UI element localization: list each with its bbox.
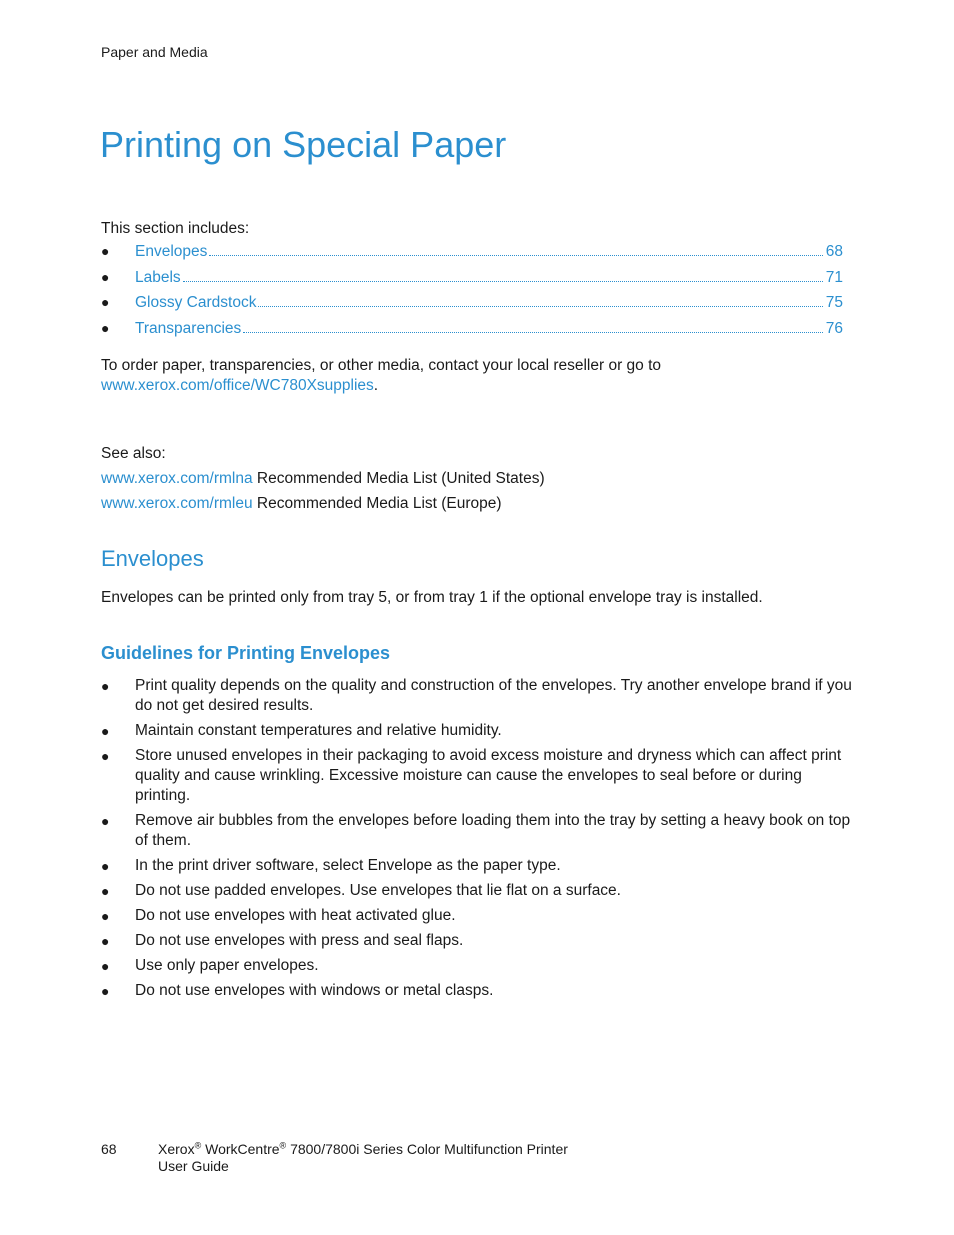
list-item-text: In the print driver software, select Envelope as the paper type. (135, 857, 561, 874)
list-item-text: Do not use envelopes with press and seal flaps. (135, 932, 464, 949)
bullet-icon: ● (101, 320, 110, 337)
running-header: Paper and Media (101, 44, 208, 60)
footer-brand: Xerox (158, 1141, 195, 1157)
list-item-text: Maintain constant temperatures and relative humidity. (135, 722, 502, 739)
rmlna-link[interactable]: www.xerox.com/rmlna (101, 470, 253, 487)
toc-list (101, 243, 843, 346)
bullet-icon: ● (101, 813, 110, 829)
bullet-icon: ● (101, 858, 110, 874)
bullet-icon: ● (101, 748, 110, 764)
toc-leader (209, 254, 822, 256)
list-item (101, 906, 853, 926)
toc-leader (183, 280, 823, 282)
registered-mark: ® (279, 1140, 287, 1151)
guidelines-heading: Guidelines for Printing Envelopes (101, 643, 391, 663)
see-also-item-us (101, 469, 545, 489)
see-also-label: See also: (101, 445, 166, 462)
toc-leader (258, 305, 822, 307)
list-item-text: Remove air bubbles from the envelopes before loading them into the tray by setting a heavy book on top of them. (135, 812, 851, 849)
list-item (101, 956, 853, 976)
toc-leader (243, 331, 822, 333)
see-also-text: Recommended Media List (Europe) (252, 495, 502, 512)
footer-page-number: 68 (101, 1141, 117, 1157)
list-item-text: Do not use padded envelopes. Use envelopes that lie flat on a surface. (135, 882, 621, 899)
see-also-text: Recommended Media List (United States) (252, 470, 545, 487)
toc-item-label[interactable]: Glossy Cardstock (135, 294, 257, 312)
bullet-icon: ● (101, 933, 110, 949)
list-item (101, 746, 853, 806)
bullet-icon: ● (101, 883, 110, 899)
toc-item-envelopes[interactable] (101, 243, 843, 269)
list-item (101, 856, 853, 876)
list-item (101, 931, 853, 951)
list-item (101, 676, 853, 716)
footer-product-info (158, 1141, 568, 1175)
order-text: To order paper, transparencies, or other media, contact your local reseller or go to (101, 357, 662, 374)
guidelines-list (101, 676, 853, 1006)
section-includes-label: This section includes: (101, 220, 250, 237)
page-title: Printing on Special Paper (100, 124, 507, 165)
bullet-icon: ● (101, 983, 110, 999)
bullet-icon: ● (101, 268, 110, 285)
toc-item-page[interactable]: 71 (825, 268, 843, 286)
envelopes-body: Envelopes can be printed only from tray 5, or from tray 1 if the optional envelope tray is installed. (101, 589, 763, 606)
toc-item-page[interactable]: 68 (825, 243, 843, 260)
toc-item-transparencies[interactable] (101, 320, 843, 346)
see-also-item-eu (101, 494, 502, 514)
list-item-text: Do not use envelopes with heat activated glue. (135, 907, 456, 924)
order-suffix: . (373, 377, 379, 394)
rmleu-link[interactable]: www.xerox.com/rmleu (101, 495, 253, 512)
bullet-icon: ● (101, 678, 110, 694)
toc-item-labels[interactable] (101, 269, 843, 295)
list-item (101, 881, 853, 901)
list-item-text: Use only paper envelopes. (135, 957, 319, 974)
list-item (101, 811, 853, 851)
list-item-text: Store unused envelopes in their packaging to avoid excess moisture and dryness which can affect print quality and cause wrinkling. Excessive moisture can cause the envelopes to seal before or during printing. (135, 747, 842, 804)
bullet-icon: ● (101, 294, 110, 311)
list-item (101, 721, 853, 741)
order-paragraph (101, 356, 861, 396)
toc-item-label[interactable]: Transparencies (135, 320, 242, 338)
toc-item-label[interactable]: Labels (135, 268, 181, 286)
supplies-link[interactable]: www.xerox.com/office/WC780Xsupplies (101, 377, 374, 394)
list-item-text: Do not use envelopes with windows or metal clasps. (135, 982, 494, 999)
bullet-icon: ● (101, 723, 110, 739)
toc-item-glossy-cardstock[interactable] (101, 294, 843, 320)
bullet-icon: ● (101, 908, 110, 924)
envelopes-heading: Envelopes (101, 546, 204, 571)
toc-item-page[interactable]: 75 (825, 294, 843, 312)
registered-mark: ® (194, 1140, 202, 1151)
bullet-icon: ● (101, 958, 110, 974)
toc-item-page[interactable]: 76 (825, 320, 843, 338)
list-item-text: Print quality depends on the quality and construction of the envelopes. Try another envelope brand if you do not get desired results. (135, 677, 852, 714)
footer-doc-title: User Guide (158, 1158, 229, 1174)
footer-product: WorkCentre (201, 1141, 280, 1157)
bullet-icon: ● (101, 243, 110, 259)
toc-item-label[interactable]: Envelopes (135, 243, 208, 260)
footer-model: 7800/7800i Series Color Multifunction Printer (286, 1141, 568, 1157)
list-item (101, 981, 853, 1001)
